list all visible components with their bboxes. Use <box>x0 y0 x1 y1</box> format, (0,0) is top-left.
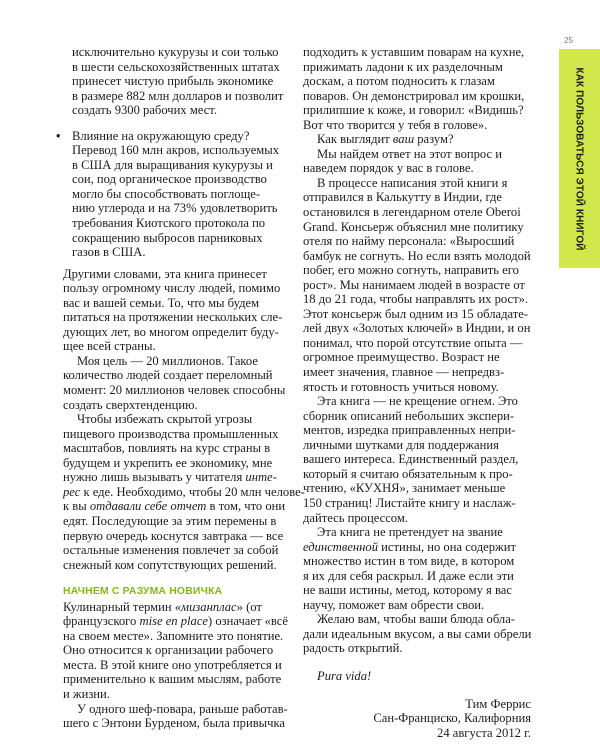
text-line: ятость и готовность учиться новому. <box>303 379 499 394</box>
text-line: 18 до 21 года, чтобы направлять их рост». <box>303 292 529 307</box>
signature <box>303 697 531 741</box>
text-line: Этот консьерж был одним из 15 обладате- <box>303 306 529 321</box>
paragraph <box>63 412 305 572</box>
text-line: Кулинарный термин «мизанплас» (от <box>63 599 262 614</box>
text-line: Мы найдем ответ на этот вопрос и <box>317 146 503 161</box>
text-line: лей двух «Золотых ключей» в Индии, и он <box>303 321 531 336</box>
signature-date: 24 августа 2012 г. <box>437 725 531 740</box>
text-line: будущем и укрепить ее экономику, мне <box>63 455 273 470</box>
text-line: щее всей страны. <box>63 339 156 354</box>
text-line: французского mise en place) означает «всё <box>63 614 288 629</box>
text-line: требования Киотского протокола по <box>72 216 266 231</box>
text-line: количество людей создает переломный <box>63 368 273 383</box>
paragraph <box>303 394 531 525</box>
text-line: Оно относится к организации рабочего <box>63 643 274 658</box>
text-line: сокращению выбросов парниковых <box>72 230 263 245</box>
text-line: питаться на протяжении нескольких сле- <box>63 310 283 325</box>
text-line: не ваши истины, метод, которому я вас <box>303 583 512 598</box>
text-line: вас и вашей семьи. То, что мы будем <box>63 295 260 310</box>
closing-phrase: Pura vida! <box>317 668 372 683</box>
text-line: в размере 882 млн долларов и позволит <box>72 88 284 103</box>
text-line: первую очередь коснутся завтрака — все <box>63 528 284 543</box>
text-line: отправился в Калькутту в Индии, где <box>303 190 502 205</box>
text-line: который я считаю обязательным к про- <box>303 466 513 481</box>
text-line: Эта книга — не крещение огнем. Это <box>317 394 518 409</box>
text-line: огромное преимущество. Возраст не <box>303 350 500 365</box>
section-heading: НАЧНЕМ С РАЗУМА НОВИЧКА <box>63 586 223 598</box>
text-line: Влияние на окружающую среду? <box>72 128 250 143</box>
text-line: дали идеальным вкусом, а вы сами обрели <box>303 626 532 641</box>
paragraph <box>303 45 531 132</box>
text-line: имеет значения, главное — непредвз- <box>303 365 505 380</box>
bullet-item <box>56 128 289 260</box>
text-line: научу, поможет вам обрести свои. <box>303 597 485 612</box>
text-line: поваров. Он демонстрировал им крошки, <box>303 88 525 103</box>
text-line: могло бы способствовать поглоще- <box>72 186 261 201</box>
text-line: места. В этой книге оно употребляется и <box>63 657 282 672</box>
text-line: Вот что творится у тебя в голове». <box>303 117 488 132</box>
text-line: ментов, изредка приправленных непри- <box>303 423 516 438</box>
text-line: доскам, а потом подносить к глазам <box>303 74 495 89</box>
section-tab <box>559 49 600 268</box>
text-line: радость открытий. <box>303 641 403 656</box>
paragraph <box>303 132 531 176</box>
text-line: отеля по найму персонала: «Выросший <box>303 234 515 249</box>
right-column <box>303 45 531 740</box>
text-line: рост». Мы нанимаем людей в возрасте от <box>303 277 525 292</box>
paragraph <box>63 354 289 412</box>
paragraph <box>303 612 531 656</box>
text-line: рес к еде. Необходимо, чтобы 20 млн челове- <box>63 484 305 499</box>
text-line: В процессе написания этой книги я <box>317 175 508 190</box>
text-line: побег, его можно согнуть, направить его <box>303 263 519 278</box>
text-line: прижимать ладони к их разделочным <box>303 59 503 74</box>
text-line: создать сверхтенденцию. <box>63 397 198 412</box>
text-line: исключительно кукурузы и сои только <box>72 45 279 59</box>
text-line: момент: 20 миллионов человек способны <box>63 383 286 398</box>
section-tab-label: КАК ПОЛЬЗОВАТЬСЯ ЭТОЙ КНИГОЙ <box>573 67 585 251</box>
text-line: в США для выращивания кукурузы и <box>72 157 273 172</box>
text-line: остановился в легендарном отеле Oberoi <box>303 205 521 220</box>
text-line: в шести сельскохозяйственных штатах <box>72 59 280 74</box>
text-line: Перевод 160 млн акров, используемых <box>72 143 280 158</box>
text-line: и жизни. <box>63 686 110 701</box>
text-line: едят. Последующие за этим перемены в <box>63 513 277 528</box>
text-line: Grand. Консьерж объяснил мне политику <box>303 219 524 234</box>
text-line: понимал, что порой отсутствие опыта — <box>303 335 523 350</box>
text-line: масштабов, повлиять на курс страны в <box>63 441 271 456</box>
text-line: сои, под органическое производство <box>72 172 267 187</box>
paragraph <box>303 525 531 612</box>
text-line: Чтобы избежать скрытой угрозы <box>77 412 253 427</box>
text-line: нужно лишь вызывать у читателя инте- <box>63 470 277 485</box>
text-line: прилипшие к коже, и говорил: «Видишь? <box>303 103 524 118</box>
left-column <box>56 45 305 731</box>
text-line: пользу огромному числу людей, помимо <box>63 281 281 296</box>
text-line: к вы отдавали себе отчет в том, что они <box>63 499 286 514</box>
text-line: на своем месте». Запомните это понятие. <box>63 628 284 643</box>
text-line: дайтесь процессом. <box>303 510 408 525</box>
text-line: я их для себя раскрыл. И даже если эти <box>303 568 514 583</box>
paragraph <box>63 702 289 731</box>
page-number: 25 <box>564 36 573 45</box>
text-line: Моя цель — 20 миллионов. Такое <box>77 353 258 368</box>
text-line: 150 страниц! Листайте книгу и наслаж- <box>303 495 516 510</box>
text-line: создать 9300 рабочих мест. <box>72 103 217 118</box>
text-line: остальные изменения повлечет за собой <box>63 543 279 558</box>
text-line: пищевого производства промышленных <box>63 426 279 441</box>
text-line: множество истин в том виде, в котором <box>303 554 515 569</box>
text-line: дующих лет, во многом определит буду- <box>63 324 279 339</box>
text-line: личными шутками для поддержания <box>303 437 499 452</box>
text-line: чтению, «КУХНЯ», занимает меньше <box>303 481 506 496</box>
text-line: Желаю вам, чтобы ваши блюда обла- <box>317 612 515 627</box>
text-line: нию углерода и на 73% удовлетворить <box>72 201 278 216</box>
text-line: сборник описаний небольших экспери- <box>303 408 515 423</box>
signature-name: Тим Феррис <box>465 696 531 711</box>
text-line: подходить к уставшим поварам на кухне, <box>303 45 525 59</box>
text-line: Эта книга не претендует на звание <box>317 525 503 540</box>
text-line: газов в США. <box>72 245 146 260</box>
text-line: единственной истины, но она содержит <box>303 539 516 554</box>
text-line: снежный ком сопутствующих решений. <box>63 557 277 572</box>
text-line: бамбук не согнуть. Но если взять молодой <box>303 248 531 263</box>
paragraph <box>63 600 289 702</box>
text-line: шего с Энтони Бурденом, была привычка <box>63 716 285 731</box>
text-line: Другими словами, эта книга принесет <box>63 266 267 281</box>
text-line: Как выглядит ваш разум? <box>317 132 454 147</box>
bullet-dot-icon: • <box>56 128 61 143</box>
text-line: принесет чистую прибыль экономике <box>72 74 274 89</box>
text-line: наведем порядок у вас в голове. <box>303 161 474 176</box>
text-line: применительно к вашим мыслям, работе <box>63 672 282 687</box>
text-line: У одного шеф-повара, раньше работав- <box>77 701 288 716</box>
paragraph <box>63 267 289 354</box>
paragraph <box>303 176 531 394</box>
bullet-continuation <box>63 45 289 118</box>
text-line: вашего интереса. Единственный раздел, <box>303 452 519 467</box>
signature-place: Сан-Франциско, Калифорния <box>373 711 531 726</box>
